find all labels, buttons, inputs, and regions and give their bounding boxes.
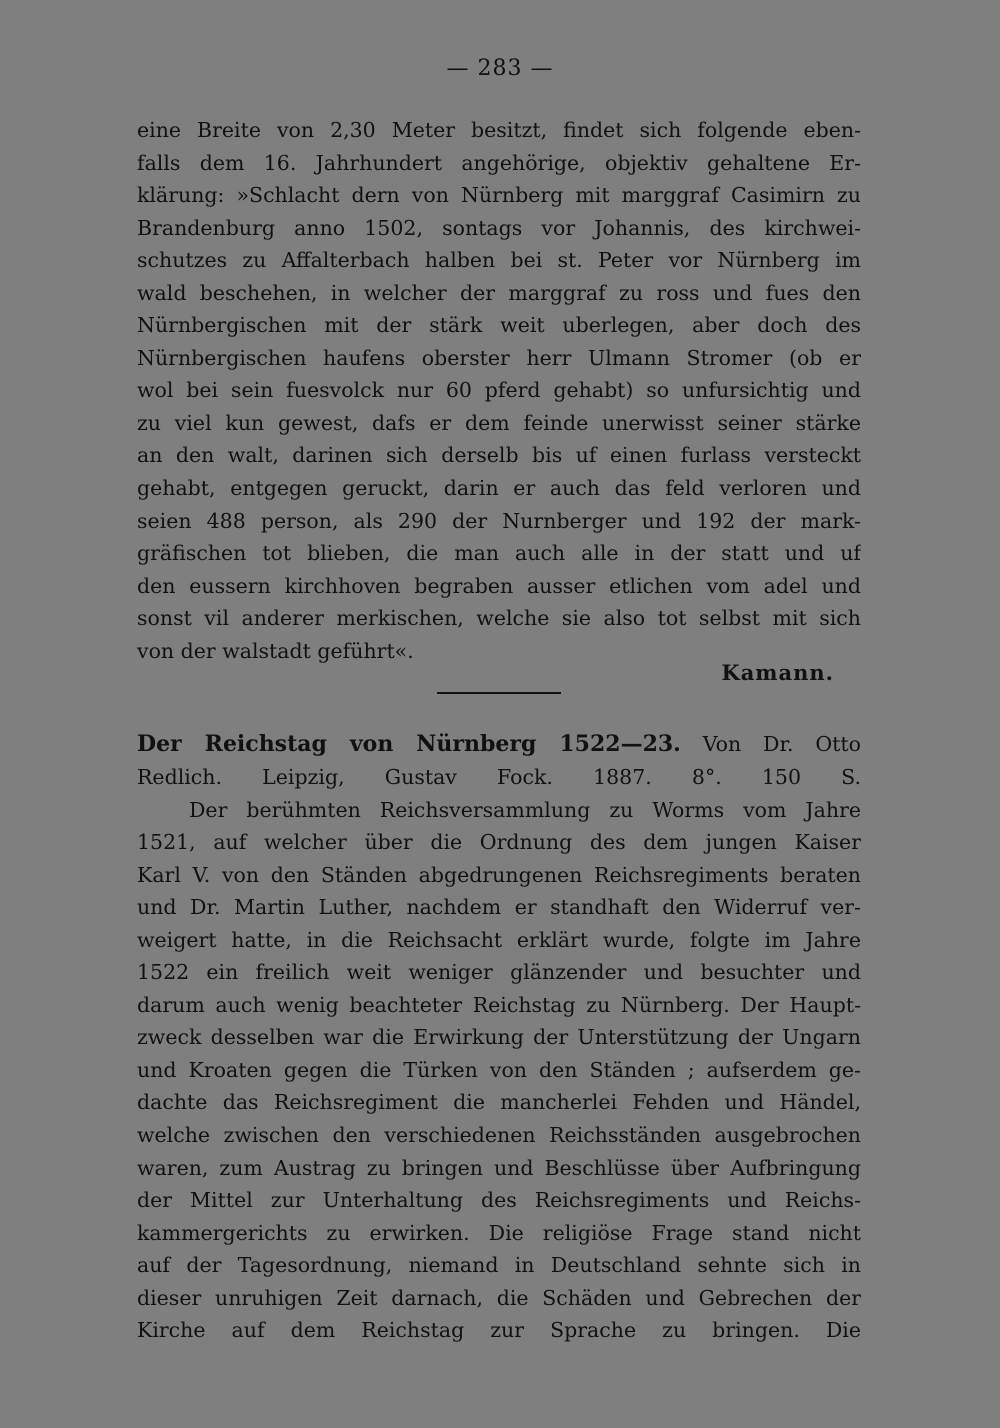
text-line: zu viel kun gewest, dafs er dem feinde unerwisst seiner stärke [137, 410, 861, 435]
text-line: Kirche auf dem Reichstag zur Sprache zu bringen. Die [137, 1318, 861, 1343]
author-prefix: Von Dr. Otto [702, 732, 861, 756]
text-line: wald beschehen, in welcher der marggraf zu ross und fues den [137, 280, 861, 305]
text-line: Nürnbergischen mit der stärk weit uberlegen, aber doch des [137, 313, 861, 338]
book-citation: Redlich. Leipzig, Gustav Fock. 1887. 8°. 150 S. [137, 765, 861, 789]
text-line: Karl V. von den Ständen abgedrungenen Reichsregiments beraten [137, 862, 861, 887]
text-line: eine Breite von 2,30 Meter besitzt, findet sich folgende eben- [137, 118, 861, 142]
text-line: darum auch wenig beachteter Reichstag zu Nürnberg. Der Haupt- [137, 992, 861, 1017]
text-line: sonst vil anderer merkischen, welche sie also tot selbst mit sich [137, 606, 861, 631]
text-line: dieser unruhigen Zeit darnach, die Schäden und Gebrechen der [137, 1285, 861, 1310]
text-line: den eussern kirchhoven begraben ausser etlichen vom adel und [137, 573, 861, 598]
page-number: — 283 — [446, 56, 554, 81]
review-heading [137, 728, 861, 761]
text-line: der Mittel zur Unterhaltung des Reichsregiments und Reichs- [137, 1188, 861, 1213]
section-divider [437, 692, 561, 694]
text-line: zweck desselben war die Erwirkung der Unterstützung der Ungarn [137, 1025, 861, 1050]
text-line: seien 488 person, als 290 der Nurnberger und 192 der mark- [137, 508, 861, 533]
book-title: Der Reichstag von Nürnberg 1522—23. [137, 731, 681, 757]
text-line: wol bei sein fuesvolck nur 60 pferd gehabt) so unfursichtig und [137, 378, 861, 403]
text-line: klärung: »Schlacht dern von Nürnberg mit marggraf Casimirn zu [137, 183, 861, 208]
text-line: und Dr. Martin Luther, nachdem er standhaft den Widerruf ver- [137, 895, 861, 920]
text-line: waren, zum Austrag zu bringen und Beschlüsse über Aufbringung [137, 1155, 861, 1180]
review-two [137, 728, 861, 1347]
text-line: 1522 ein freilich weit weniger glänzender und besuchter und [137, 960, 861, 985]
text-line: weigert hatte, in die Reichsacht erklärt wurde, folgte im Jahre [137, 927, 861, 952]
text-line: Nürnbergischen haufens oberster herr Ulmann Stromer (ob er [137, 345, 861, 370]
text-line: dachte das Reichsregiment die mancherlei Fehden und Händel, [137, 1090, 861, 1115]
text-line: gehabt, entgegen geruckt, darin er auch das feld verloren und [137, 476, 861, 501]
text-line: 1521, auf welcher über die Ordnung des dem jungen Kaiser [137, 830, 861, 855]
text-line: falls dem 16. Jahrhundert angehörige, objektiv gehaltene Er- [137, 150, 861, 175]
text-line: schutzes zu Affalterbach halben bei st. Peter vor Nürnberg im [137, 248, 861, 273]
text-line: gräfischen tot blieben, die man auch alle in der statt und uf [137, 541, 861, 566]
text-line: von der walstadt geführt«. [137, 638, 414, 663]
text-line: welche zwischen den verschiedenen Reichsständen ausgebrochen [137, 1123, 861, 1148]
text-line: Der berühmten Reichsversammlung zu Worms vom Jahre [189, 797, 861, 822]
text-line: Brandenburg anno 1502, sontags vor Johannis, des kirchwei- [137, 215, 861, 240]
text-line: und Kroaten gegen die Türken von den Ständen ; aufserdem ge- [137, 1057, 861, 1082]
text-line: kammergerichts zu erwirken. Die religiöse Frage stand nicht [137, 1220, 861, 1245]
text-line: an den walt, darinen sich derselb bis uf einen furlass versteckt [137, 443, 861, 468]
author-signature: Kamann. [721, 660, 834, 685]
text-line: auf der Tagesordnung, niemand in Deutschland sehnte sich in [137, 1253, 861, 1278]
review-one-body [137, 114, 861, 667]
